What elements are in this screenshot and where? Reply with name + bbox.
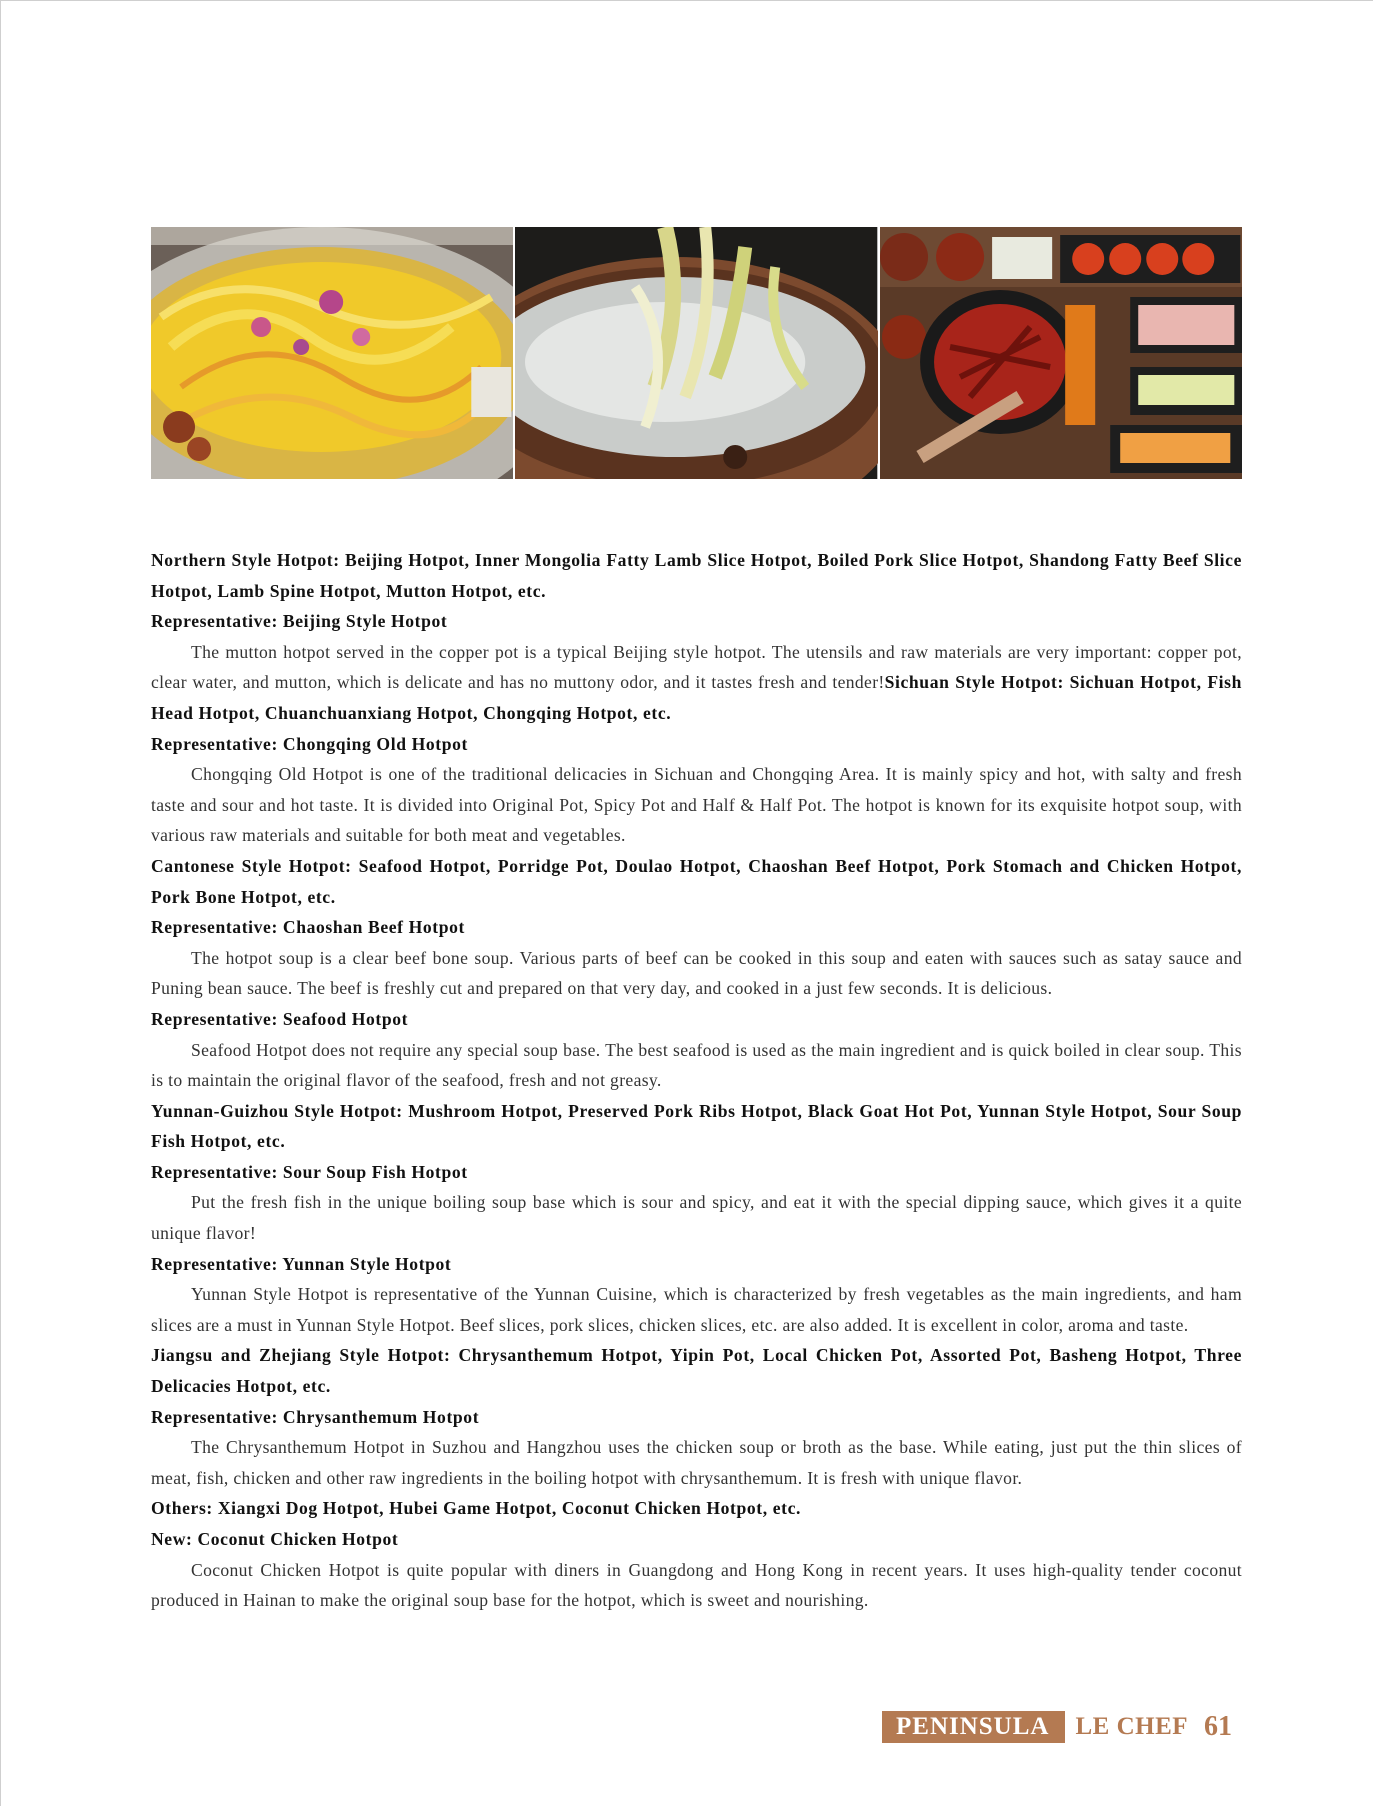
paragraph-sour-soup-fish: Put the fresh fish in the unique boiling soup base which is sour and spicy, and eat it with the special dipping sauce, which gives it a quite unique flavor! <box>151 1192 1242 1244</box>
representative-heading: Representative: Chrysanthemum Hotpot <box>151 1406 480 1427</box>
paragraph-text: The mutton hotpot served in the copper pot is a typical Beijing style hotpot. The utensils and raw materials are very important: copper pot, clear water, and mutton, which is delicate and has no muttony odor, and it tastes fresh and tender! <box>151 641 1242 693</box>
brand-logo-box: PENINSULA <box>882 1711 1065 1743</box>
paragraph-chongqing: Chongqing Old Hotpot is one of the traditional delicacies in Sichuan and Chongqing Area. It is mainly spicy and hot, with salty and fresh taste and sour and hot taste. It is divided into Original Pot, Spicy Pot and Half & Half Pot. The hotpot is known for its exquisite hotpot soup, with various raw materials and suitable for both meat and vegetables. <box>151 764 1242 846</box>
section-heading-sichuan: Sichuan Style Hotpot: Sichuan Hotpot, Fish Head Hotpot, Chuanchuanxiang Hotpot, Chongqing Hotpot, etc. <box>151 672 1242 723</box>
paragraph-chrysanthemum: The Chrysanthemum Hotpot in Suzhou and Hangzhou uses the chicken soup or broth as the base. While eating, just put the thin slices of meat, fish, chicken and other raw ingredients in the boiling hotpot with chrysanthemum. It is fresh with unique flavor. <box>151 1437 1242 1488</box>
section-heading-others: Others: Xiangxi Dog Hotpot, Hubei Game Hotpot, Coconut Chicken Hotpot, etc. <box>151 1498 802 1519</box>
article-body <box>151 545 1242 1616</box>
representative-heading: Representative: Chongqing Old Hotpot <box>151 733 468 754</box>
representative-heading: Representative: Sour Soup Fish Hotpot <box>151 1161 468 1182</box>
representative-heading: Representative: Yunnan Style Hotpot <box>151 1253 452 1274</box>
page-footer <box>882 1711 1232 1743</box>
paragraph-coconut-chicken: Coconut Chicken Hotpot is quite popular with diners in Guangdong and Hong Kong in recent years. It uses high-quality tender coconut produced in Hainan to make the original soup base for the hotpot, which is sweet and nourishing. <box>151 1559 1242 1611</box>
paragraph-chaoshan: The hotpot soup is a clear beef bone soup. Various parts of beef can be cooked in this soup and eaten with sauces such as satay sauce and Puning bean sauce. The beef is freshly cut and prepared on that very day, and cooked in a just few seconds. It is delicious. <box>151 947 1242 999</box>
section-heading-cantonese: Cantonese Style Hotpot: Seafood Hotpot, Porridge Pot, Doulao Hotpot, Chaoshan Beef Hotpot, Pork Stomach and Chicken Hotpot, Pork Bone Hotpot, etc. <box>151 855 1242 907</box>
page-number: 61 <box>1204 1711 1233 1742</box>
paragraph-seafood: Seafood Hotpot does not require any special soup base. The best seafood is used as the main ingredient and is quick boiled in clear soup. This is to maintain the original flavor of the seafood, fresh and not greasy. <box>151 1039 1242 1091</box>
representative-heading: Representative: Chaoshan Beef Hotpot <box>151 917 465 938</box>
copper-pot-photo <box>515 227 877 479</box>
section-heading-jiangsu-zhejiang: Jiangsu and Zhejiang Style Hotpot: Chrysanthemum Hotpot, Yipin Pot, Local Chicken Pot, Assorted Pot, Basheng Hotpot, Three Delicacies Hotpot, etc. <box>151 1345 1242 1397</box>
spicy-hotpot-spread-photo <box>880 227 1242 479</box>
section-heading-yunnan-guizhou: Yunnan-Guizhou Style Hotpot: Mushroom Hotpot, Preserved Pork Ribs Hotpot, Black Goat Hot Pot, Yunnan Style Hotpot, Sour Soup Fish Hotpot, etc. <box>151 1100 1242 1152</box>
paragraph-yunnan: Yunnan Style Hotpot is representative of the Yunnan Cuisine, which is characterized by fresh vegetables as the main ingredients, and ham slices are a must in Yunnan Style Hotpot. Beef slices, pork slices, chicken slices, etc. are also added. It is excellent in color, aroma and taste. <box>151 1284 1242 1335</box>
representative-heading: Representative: Seafood Hotpot <box>151 1008 409 1029</box>
new-heading: New: Coconut Chicken Hotpot <box>151 1529 399 1549</box>
magazine-name: LE CHEF <box>1075 1713 1189 1740</box>
section-heading-northern: Northern Style Hotpot: Beijing Hotpot, Inner Mongolia Fatty Lamb Slice Hotpot, Boiled Pork Slice Hotpot, Shandong Fatty Beef Slice Hotpot, Lamb Spine Hotpot, Mutton Hotpot, etc. <box>151 550 1242 601</box>
chrysanthemum-hotpot-photo <box>151 227 513 479</box>
paragraph-beijing <box>151 637 1242 729</box>
representative-heading: Representative: Beijing Style Hotpot <box>151 611 448 632</box>
photo-strip <box>151 227 1242 479</box>
